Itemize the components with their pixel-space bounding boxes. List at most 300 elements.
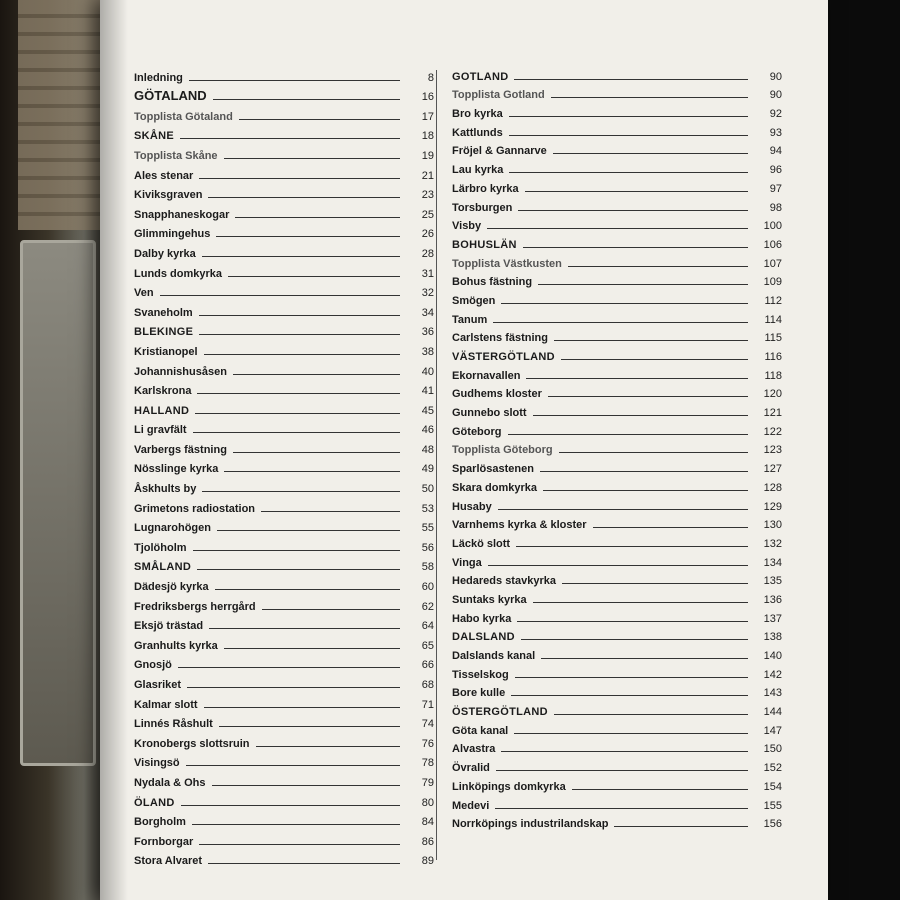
toc-entry [452, 662, 782, 681]
toc-entry-title: Ven [134, 287, 154, 300]
toc-entry-title: Smögen [452, 294, 496, 307]
toc-entry-page: 49 [421, 463, 434, 476]
toc-entry-page: 106 [763, 238, 782, 251]
toc-entry-title: Göta kanal [452, 724, 509, 737]
toc-entry-title: DALSLAND [452, 631, 515, 644]
toc-left-column [134, 64, 434, 867]
toc-entry-page: 140 [763, 650, 782, 662]
toc-entry-page: 118 [764, 369, 782, 382]
toc-entry [134, 809, 434, 829]
toc-entry [134, 221, 434, 241]
toc-leader-line [498, 509, 748, 510]
toc-entry-title: Skara domkyrka [452, 481, 537, 494]
toc-entry-title: Eksjö trästad [134, 620, 204, 633]
toc-leader-line [554, 340, 748, 341]
toc-leader-line [189, 80, 400, 81]
toc-entry-page: 123 [763, 444, 782, 457]
toc-entry-page: 97 [769, 182, 782, 195]
toc-entry-title: SKÅNE [134, 130, 175, 143]
toc-entry [452, 438, 782, 457]
toc-entry-page: 98 [769, 201, 782, 214]
toc-entry [452, 288, 782, 307]
toc-entry-page: 147 [763, 724, 782, 737]
toc-entry [452, 419, 782, 438]
toc-entry [452, 176, 782, 195]
toc-entry-page: 132 [763, 537, 782, 550]
toc-leader-line [199, 178, 400, 179]
toc-entry [134, 730, 434, 750]
toc-entry-title: Lunds domkyrka [134, 267, 223, 280]
toc-leader-line [540, 471, 748, 472]
toc-entry-page: 58 [421, 561, 434, 574]
toc-entry-title: Visby [452, 220, 482, 233]
toc-entry-title: BOHUSLÄN [452, 238, 517, 251]
toc-entry [452, 606, 782, 625]
toc-leader-line [262, 609, 400, 610]
toc-leader-line [614, 826, 748, 827]
toc-entry-title: Fornborgar [134, 835, 194, 848]
toc-entry-title: Johannishusåsen [134, 365, 227, 378]
toc-leader-line [521, 639, 748, 640]
toc-entry [452, 737, 782, 756]
toc-entry-title: Dädesjö kyrka [134, 581, 209, 594]
toc-leader-line [593, 527, 748, 528]
toc-entry-title: Medevi [452, 799, 490, 812]
toc-entry-page: 122 [763, 425, 782, 438]
toc-entry-title: Topplista Västkusten [452, 257, 562, 270]
toc-entry-page: 93 [769, 126, 782, 139]
toc-entry [452, 214, 782, 233]
toc-entry-page: 64 [421, 620, 434, 633]
toc-leader-line [235, 217, 400, 218]
toc-entry [452, 120, 782, 139]
toc-entry-title: Suntaks kyrka [452, 593, 527, 606]
toc-entry [452, 550, 782, 569]
toc-leader-line [568, 266, 748, 267]
toc-leader-line [261, 511, 400, 512]
toc-leader-line [186, 765, 400, 766]
toc-entry-title: Dalslands kanal [452, 650, 536, 662]
toc-entry [134, 397, 434, 417]
toc-entry-title: Alvastra [452, 743, 496, 756]
toc-entry-title: Inledning [134, 71, 183, 84]
toc-entry-page: 45 [421, 404, 434, 417]
toc-entry-page: 107 [763, 257, 782, 270]
toc-entry-page: 21 [421, 169, 434, 182]
toc-leader-line [219, 726, 400, 727]
toc-entry-title: Carlstens fästning [452, 332, 548, 345]
toc-entry-page: 130 [763, 519, 782, 532]
toc-entry-title: Lau kyrka [452, 164, 504, 177]
toc-leader-line [213, 99, 400, 100]
toc-entry [134, 534, 434, 554]
toc-entry-title: SMÅLAND [134, 561, 192, 574]
toc-entry [134, 162, 434, 182]
toc-leader-line [212, 785, 400, 786]
toc-leader-line [187, 687, 400, 688]
toc-entry [452, 643, 782, 662]
toc-leader-line [501, 751, 748, 752]
toc-entry [134, 378, 434, 398]
toc-entry-page: 74 [421, 718, 434, 731]
toc-entry [452, 755, 782, 774]
toc-leader-line [233, 452, 400, 453]
toc-entry-title: Glimmingehus [134, 228, 211, 241]
toc-entry-page: 150 [763, 743, 782, 756]
column-divider [436, 70, 437, 860]
toc-leader-line [559, 452, 748, 453]
toc-entry [134, 240, 434, 260]
toc-leader-line [217, 530, 400, 531]
toc-entry-title: Bore kulle [452, 687, 506, 700]
toc-leader-line [204, 354, 400, 355]
toc-entry [134, 593, 434, 613]
toc-entry-page: 60 [421, 581, 434, 594]
toc-leader-line [543, 490, 748, 491]
toc-entry-title: Nydala & Ohs [134, 776, 206, 789]
toc-entry-page: 144 [763, 706, 782, 719]
toc-entry-title: Vinga [452, 556, 482, 569]
toc-leader-line [508, 434, 749, 435]
toc-entry [452, 382, 782, 401]
toc-entry [452, 625, 782, 644]
toc-entry-page: 16 [421, 91, 434, 104]
toc-entry-title: Varbergs fästning [134, 443, 227, 456]
toc-entry-title: Kristianopel [134, 345, 198, 358]
toc-entry-title: ÖSTERGÖTLAND [452, 706, 548, 719]
toc-leader-line [224, 648, 400, 649]
toc-entry-page: 68 [421, 679, 434, 691]
toc-entry-title: Norrköpings industrilandskap [452, 818, 609, 831]
toc-entry [452, 344, 782, 363]
toc-leader-line [192, 824, 400, 825]
toc-entry-page: 137 [763, 612, 782, 625]
background-door-frame [20, 240, 96, 766]
toc-entry [134, 475, 434, 495]
toc-entry-page: 78 [421, 757, 434, 770]
toc-leader-line [216, 236, 400, 237]
toc-entry [452, 400, 782, 419]
toc-leader-line [538, 284, 748, 285]
toc-entry-title: Kiviksgraven [134, 189, 203, 202]
toc-entry-page: 80 [421, 796, 434, 809]
toc-entry-title: Lärbro kyrka [452, 182, 519, 195]
toc-entry [134, 495, 434, 515]
toc-entry-page: 127 [763, 463, 782, 476]
toc-leader-line [233, 374, 400, 375]
toc-leader-line [224, 471, 400, 472]
toc-entry-page: 79 [421, 776, 434, 789]
toc-entry-title: Topplista Götaland [134, 110, 233, 123]
toc-entry-title: GOTLAND [452, 70, 509, 83]
toc-leader-line [178, 667, 400, 668]
toc-leader-line [516, 546, 748, 547]
toc-leader-line [553, 153, 748, 154]
toc-leader-line [256, 746, 400, 747]
toc-leader-line [204, 707, 400, 708]
toc-entry [134, 299, 434, 319]
toc-entry [134, 613, 434, 633]
toc-entry-title: Glasriket [134, 679, 182, 691]
toc-leader-line [180, 138, 400, 139]
toc-entry [134, 358, 434, 378]
toc-entry-page: 71 [421, 698, 434, 711]
toc-entry [134, 691, 434, 711]
toc-entry-title: VÄSTERGÖTLAND [452, 351, 555, 363]
toc-leader-line [195, 413, 400, 414]
toc-entry-title: Tjolöholm [134, 541, 187, 554]
toc-entry-title: Bohus fästning [452, 276, 533, 289]
toc-entry [452, 83, 782, 102]
toc-leader-line [488, 565, 748, 566]
toc-leader-line [208, 197, 400, 198]
toc-leader-line [561, 359, 748, 360]
toc-entry-page: 19 [421, 149, 434, 162]
toc-entry-title: Gudhems kloster [452, 388, 542, 401]
toc-entry-page: 92 [769, 108, 782, 121]
toc-entry-page: 8 [427, 71, 434, 84]
toc-entry [452, 569, 782, 588]
toc-entry-title: Läckö slott [452, 537, 511, 550]
toc-entry [452, 139, 782, 158]
toc-entry-page: 17 [421, 110, 434, 123]
toc-entry-title: Grimetons radiostation [134, 502, 256, 515]
toc-entry [134, 789, 434, 809]
toc-leader-line [181, 805, 400, 806]
toc-entry [452, 363, 782, 382]
toc-entry-page: 23 [421, 189, 434, 202]
toc-entry [134, 671, 434, 691]
toc-entry-page: 50 [421, 483, 434, 496]
toc-entry-page: 142 [763, 668, 782, 681]
toc-entry-page: 152 [763, 762, 782, 775]
toc-entry-title: Topplista Göteborg [452, 444, 553, 457]
toc-leader-line [228, 276, 400, 277]
toc-entry [134, 436, 434, 456]
toc-entry-page: 90 [769, 89, 782, 102]
toc-entry-page: 76 [421, 737, 434, 750]
toc-entry [134, 711, 434, 731]
toc-entry-page: 143 [763, 687, 782, 700]
toc-entry [134, 554, 434, 574]
background-wood-panel [18, 0, 108, 230]
toc-entry [134, 632, 434, 652]
toc-leader-line [197, 569, 400, 570]
toc-entry [452, 64, 782, 83]
toc-leader-line [199, 334, 400, 335]
toc-entry-title: Dalby kyrka [134, 247, 196, 260]
toc-entry-title: Varnhems kyrka & kloster [452, 519, 587, 532]
toc-entry-title: Fröjel & Gannarve [452, 145, 547, 158]
toc-leader-line [526, 378, 748, 379]
toc-entry [452, 456, 782, 475]
toc-entry-title: Ekornavallen [452, 369, 521, 382]
toc-entry-page: 53 [421, 502, 434, 515]
toc-entry-page: 46 [421, 424, 434, 437]
toc-leader-line [493, 322, 748, 323]
toc-leader-line [554, 714, 748, 715]
toc-entry [452, 681, 782, 700]
toc-entry-title: Torsburgen [452, 201, 513, 214]
toc-entry [134, 280, 434, 300]
toc-entry-title: Snapphaneskogar [134, 208, 230, 221]
toc-entry [134, 769, 434, 789]
toc-entry-page: 155 [763, 799, 782, 812]
toc-leader-line [496, 770, 748, 771]
toc-entry [134, 652, 434, 672]
toc-entry-page: 66 [421, 659, 434, 672]
toc-entry-page: 115 [764, 332, 782, 345]
toc-leader-line [541, 658, 748, 659]
toc-entry-title: GÖTALAND [134, 88, 207, 104]
toc-entry-page: 26 [421, 228, 434, 241]
toc-entry-page: 62 [421, 600, 434, 613]
toc-entry-title: Karlskrona [134, 385, 192, 398]
toc-entry-title: Habo kyrka [452, 612, 512, 625]
toc-leader-line [215, 589, 400, 590]
toc-entry [134, 417, 434, 437]
toc-leader-line [193, 432, 400, 433]
toc-entry-page: 128 [763, 481, 782, 494]
toc-leader-line [193, 550, 400, 551]
toc-leader-line [509, 116, 748, 117]
toc-entry [452, 251, 782, 270]
toc-entry [134, 260, 434, 280]
toc-leader-line [197, 393, 400, 394]
toc-entry-page: 28 [421, 247, 434, 260]
toc-entry [452, 531, 782, 550]
toc-entry-title: BLEKINGE [134, 326, 194, 339]
toc-entry [452, 157, 782, 176]
toc-entry-page: 94 [769, 145, 782, 158]
toc-entry [452, 513, 782, 532]
toc-leader-line [533, 602, 748, 603]
toc-entry [452, 307, 782, 326]
toc-leader-line [511, 695, 748, 696]
toc-entry [134, 848, 434, 868]
toc-entry-page: 65 [421, 639, 434, 652]
toc-leader-line [518, 210, 748, 211]
toc-leader-line [501, 303, 748, 304]
toc-leader-line [515, 677, 748, 678]
toc-entry-page: 90 [769, 70, 782, 83]
toc-leader-line [160, 295, 400, 296]
toc-entry-page: 134 [763, 556, 782, 569]
toc-entry [452, 718, 782, 737]
toc-entry-page: 25 [421, 208, 434, 221]
toc-entry-title: Topplista Skåne [134, 149, 218, 162]
toc-leader-line [509, 172, 748, 173]
toc-entry-page: 109 [763, 276, 782, 289]
toc-entry-page: 56 [421, 541, 434, 554]
toc-entry-page: 156 [763, 818, 782, 831]
toc-entry [134, 515, 434, 535]
toc-leader-line [514, 79, 748, 80]
toc-entry-page: 121 [763, 407, 782, 420]
toc-leader-line [202, 491, 400, 492]
toc-leader-line [551, 97, 748, 98]
toc-entry-title: Visingsö [134, 757, 180, 770]
toc-entry-title: Åskhults by [134, 483, 197, 496]
toc-entry [452, 232, 782, 251]
toc-entry-page: 38 [421, 345, 434, 358]
toc-entry-title: Sparlösastenen [452, 463, 534, 476]
toc-entry [452, 494, 782, 513]
toc-leader-line [239, 119, 400, 120]
toc-entry [452, 101, 782, 120]
toc-leader-line [224, 158, 400, 159]
toc-entry-title: Kronobergs slottsruin [134, 737, 250, 750]
toc-entry-page: 31 [421, 267, 434, 280]
toc-leader-line [517, 621, 748, 622]
toc-entry-page: 135 [763, 575, 782, 588]
toc-entry-page: 120 [763, 388, 782, 401]
toc-leader-line [487, 228, 748, 229]
toc-entry-page: 86 [421, 835, 434, 848]
toc-entry [134, 182, 434, 202]
toc-entry [452, 475, 782, 494]
toc-entry-title: Linköpings domkyrka [452, 780, 566, 793]
toc-entry [134, 338, 434, 358]
toc-leader-line [495, 808, 748, 809]
toc-entry-title: Kalmar slott [134, 698, 198, 711]
toc-entry-page: 154 [763, 780, 782, 793]
toc-entry-page: 112 [764, 294, 782, 307]
toc-entry-title: HALLAND [134, 404, 190, 417]
toc-entry-page: 114 [764, 313, 782, 326]
toc-entry [452, 270, 782, 289]
toc-entry-page: 96 [769, 164, 782, 177]
toc-entry-title: ÖLAND [134, 796, 175, 809]
toc-entry [134, 103, 434, 123]
toc-entry-title: Övralid [452, 762, 490, 775]
toc-entry-page: 136 [763, 593, 782, 606]
toc-entry-page: 36 [421, 326, 434, 339]
toc-leader-line [199, 844, 400, 845]
toc-entry-page: 84 [421, 816, 434, 829]
toc-right-column [452, 64, 782, 830]
toc-leader-line [572, 789, 748, 790]
toc-entry [452, 774, 782, 793]
toc-entry [134, 828, 434, 848]
toc-entry [134, 319, 434, 339]
toc-leader-line [209, 628, 400, 629]
toc-entry-title: Granhults kyrka [134, 639, 218, 652]
background-dark-edge [828, 0, 900, 900]
toc-entry [452, 587, 782, 606]
toc-entry-title: Ales stenar [134, 169, 194, 182]
toc-entry [452, 326, 782, 345]
toc-entry [134, 573, 434, 593]
toc-leader-line [208, 863, 400, 864]
toc-entry [452, 195, 782, 214]
toc-leader-line [525, 191, 748, 192]
toc-leader-line [523, 247, 748, 248]
toc-entry [134, 123, 434, 143]
toc-entry-page: 41 [421, 385, 434, 398]
toc-entry-title: Borgholm [134, 816, 186, 829]
toc-entry-page: 138 [763, 631, 782, 644]
toc-entry [452, 699, 782, 718]
toc-entry [134, 142, 434, 162]
toc-entry-title: Kattlunds [452, 126, 503, 139]
toc-entry-page: 18 [421, 130, 434, 143]
toc-entry-title: Li gravfält [134, 424, 187, 437]
toc-entry [134, 201, 434, 221]
toc-entry-title: Tanum [452, 313, 488, 326]
toc-entry [134, 64, 434, 84]
toc-entry-title: Gnosjö [134, 659, 172, 672]
